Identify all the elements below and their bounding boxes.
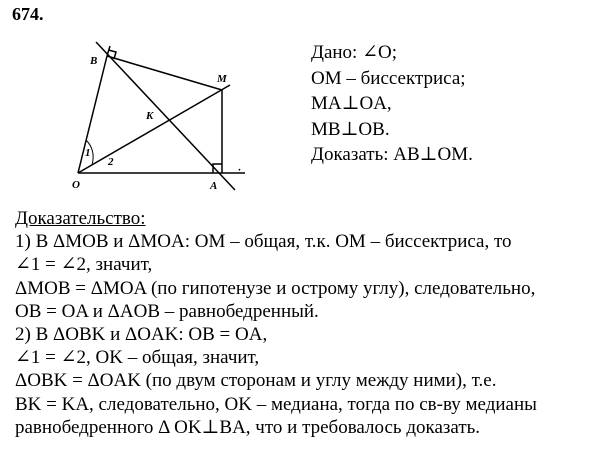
- label-b: B: [90, 55, 98, 67]
- proof-line: ∠1 = ∠2, значит,: [15, 254, 153, 276]
- proof-line: 1) В ΔMOB и ΔMOA: OM – общая, т.к. OM – биссектриса, то: [15, 231, 512, 253]
- angle-2-label: 2: [108, 156, 114, 168]
- proof-line: OB = OA и ΔAOB – равнобедренный.: [15, 300, 319, 322]
- prove-line: Доказать: AB⊥OM.: [311, 144, 473, 165]
- proof-line: равнобедренного Δ OK⊥BA, что и требовалось доказать.: [15, 416, 481, 438]
- given-line: MB⊥OB.: [311, 118, 390, 140]
- given-line: MA⊥OA,: [311, 93, 392, 114]
- problem-number: 674.: [12, 4, 44, 24]
- label-o: O: [72, 179, 80, 191]
- proof-line: ΔOBK = ΔOAK (по двум сторонам и углу между ними), т.е.: [15, 370, 497, 392]
- ray-ob: [78, 56, 107, 173]
- proof-heading: Доказательство:: [15, 208, 146, 229]
- label-m: M: [217, 73, 227, 85]
- proof-line: ∠1 = ∠2, OK – общая, значит,: [15, 347, 260, 369]
- geometry-figure: [70, 38, 270, 196]
- proof-line: 2) В ΔOBK и ΔOAK: OB = OA,: [15, 324, 268, 346]
- label-k: K: [146, 110, 154, 122]
- svg-text:·: ·: [238, 164, 241, 176]
- given-line: OM – биссектриса;: [311, 67, 466, 89]
- label-a: A: [210, 180, 218, 192]
- proof-line: ΔMOB = ΔMOA (по гипотенузе и острому углу), следовательно,: [15, 277, 536, 299]
- proof-line: BK = KA, следовательно, OK – медиана, тогда по св-ву медианы: [15, 393, 537, 415]
- line-ab: [96, 42, 235, 190]
- given-line: Дано: ∠O;: [311, 42, 398, 63]
- given-block: [311, 40, 473, 168]
- angle-1-label: 1: [85, 147, 91, 159]
- proof-block: [15, 207, 537, 439]
